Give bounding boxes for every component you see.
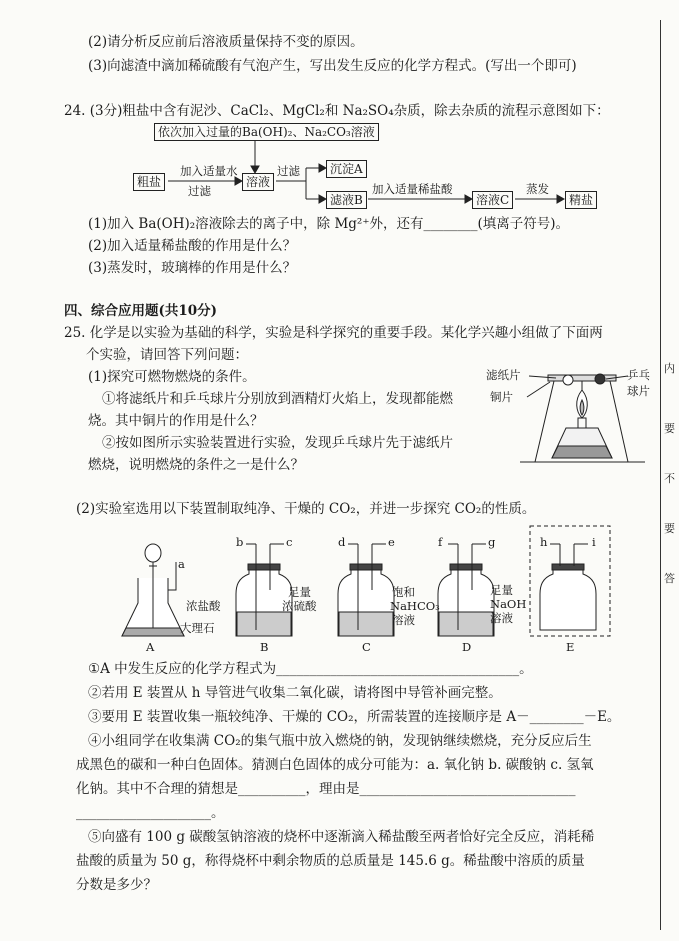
- label-d-3: 溶液: [490, 611, 513, 625]
- label-g: g: [488, 535, 496, 549]
- q25-sub5-1: ⑤向盛有 100 g 碳酸氢钠溶液的烧杯中逐渐滴入稀盐酸至两者恰好完全反应，消耗稀: [88, 829, 595, 845]
- label-marble: 大理石: [180, 621, 215, 635]
- caption-b: B: [260, 640, 269, 654]
- flow-crude-salt: 粗盐: [133, 173, 165, 191]
- label-c-2: NaHCO₃: [390, 599, 440, 613]
- label-i: i: [592, 535, 596, 549]
- flow-add-acid: 加入适量稀盐酸: [372, 182, 453, 196]
- q25-part2: (2)实验室选用以下装置制取纯净、干燥的 CO₂，并进一步探究 CO₂的性质。: [76, 501, 536, 517]
- label-filter-paper: 滤纸片: [486, 368, 521, 382]
- label-c-3: 溶液: [392, 613, 415, 627]
- q24-part1: (1)加入 Ba(OH)₂溶液除去的离子中，除 Mg²⁺外，还有________(填离子符号)。: [88, 216, 569, 232]
- label-e: e: [388, 535, 395, 549]
- q25-heading-1: 25. 化学是以实验为基础的科学，实验是科学探究的重要手段。某化学兴趣小组做了下面两: [64, 325, 603, 341]
- side-char-3: 不: [664, 472, 675, 485]
- label-pingpong-1: 乒乓: [627, 368, 650, 382]
- q25-part1-b-1: ②按如图所示实验装置进行实验，发现乒乓球片先于滤纸片: [102, 435, 453, 451]
- flow-precipitate-a: 沉淀A: [326, 160, 367, 178]
- caption-a: A: [146, 640, 155, 654]
- margin-rule: [660, 20, 661, 930]
- label-f: f: [438, 535, 443, 549]
- side-char-4: 要: [664, 522, 675, 535]
- section-4-heading: 四、综合应用题(共10分): [64, 303, 218, 319]
- label-d-1: 足量: [490, 583, 513, 597]
- label-b: b: [236, 535, 244, 549]
- side-char-2: 要: [664, 422, 675, 435]
- flow-filter-2: 过滤: [277, 164, 300, 178]
- q25-sub1: ①A 中发生反应的化学方程式为____________________________________。: [88, 661, 533, 677]
- flow-solution: 溶液: [242, 173, 274, 191]
- q25-sub5-2: 盐酸的质量为 50 g，称得烧杯中剩余物质的总质量是 145.6 g。稀盐酸中溶质的质量: [76, 853, 585, 869]
- flow-filter-1: 过滤: [188, 184, 211, 198]
- label-b-2: 浓硫酸: [282, 599, 317, 613]
- label-pingpong-2: 球片: [627, 384, 650, 398]
- q25-sub2: ②若用 E 装置从 h 导管进气收集二氧化碳，请将图中导管补画完整。: [88, 685, 502, 701]
- q25-sub4-4: ____________________。: [76, 805, 225, 821]
- side-char-1: 内: [664, 362, 675, 375]
- q24-part3: (3)蒸发时，玻璃棒的作用是什么？: [88, 260, 297, 276]
- flow-filtrate-b: 滤液B: [326, 191, 367, 209]
- flow-top-box: 依次加入过量的Ba(OH)₂、Na₂CO₃溶液: [154, 123, 379, 141]
- flow-fine-salt: 精盐: [565, 191, 597, 209]
- label-c-1: 饱和: [392, 585, 415, 599]
- label-h: h: [540, 535, 548, 549]
- q25-sub4-3: 化钠。其中不合理的猜想是__________，理由是________________________________: [76, 781, 576, 797]
- flow-solution-c: 溶液C: [472, 191, 513, 209]
- side-char-5: 答: [664, 572, 675, 585]
- caption-c: C: [362, 640, 371, 654]
- caption-e: E: [566, 640, 575, 654]
- q25-sub4-1: ④小组同学在收集满 CO₂的集气瓶中放入燃烧的钠，发现钠继续燃烧，充分反应后生: [88, 733, 592, 749]
- label-conc-hcl: 浓盐酸: [186, 599, 221, 613]
- flow-evaporate: 蒸发: [526, 182, 549, 196]
- q24-heading: 24. (3分)粗盐中含有泥沙、CaCl₂、MgCl₂和 Na₂SO₄杂质，除去杂质的流程示意图如下：: [64, 103, 610, 119]
- q25-part1-b-2: 燃烧，说明燃烧的条件之一是什么？: [88, 457, 304, 473]
- q23-part2: (2)请分析反应前后溶液质量保持不变的原因。: [88, 34, 364, 50]
- q25-sub3: ③要用 E 装置收集一瓶较纯净、干燥的 CO₂，所需装置的连接顺序是 A－________－E。: [88, 709, 621, 725]
- q25-sub5-3: 分数是多少？: [76, 877, 157, 893]
- flow-add-water: 加入适量水: [180, 164, 238, 178]
- q25-part1-a-2: 烧。其中铜片的作用是什么？: [88, 413, 264, 429]
- q25-sub4-2: 成黑色的碳和一种白色固体。猜测白色固体的成分可能为：a. 氧化钠 b. 碳酸钠 c. 氢氧: [76, 757, 594, 773]
- q23-part3: (3)向滤渣中滴加稀硫酸有气泡产生，写出发生反应的化学方程式。(写出一个即可): [88, 58, 577, 74]
- q24-part2: (2)加入适量稀盐酸的作用是什么？: [88, 238, 297, 254]
- label-a: a: [178, 557, 185, 571]
- label-b-1: 足量: [288, 585, 311, 599]
- caption-d: D: [462, 640, 472, 654]
- q25-part1: (1)探究可燃物燃烧的条件。: [88, 369, 256, 385]
- q25-part1-a-1: ①将滤纸片和乒乓球片分别放到酒精灯火焰上，发现都能燃: [102, 391, 453, 407]
- label-d-2: NaOH: [490, 597, 527, 611]
- q25-heading-2: 个实验，请回答下列问题：: [86, 347, 248, 363]
- label-c: c: [286, 535, 293, 549]
- label-copper: 铜片: [490, 390, 513, 404]
- label-d: d: [338, 535, 346, 549]
